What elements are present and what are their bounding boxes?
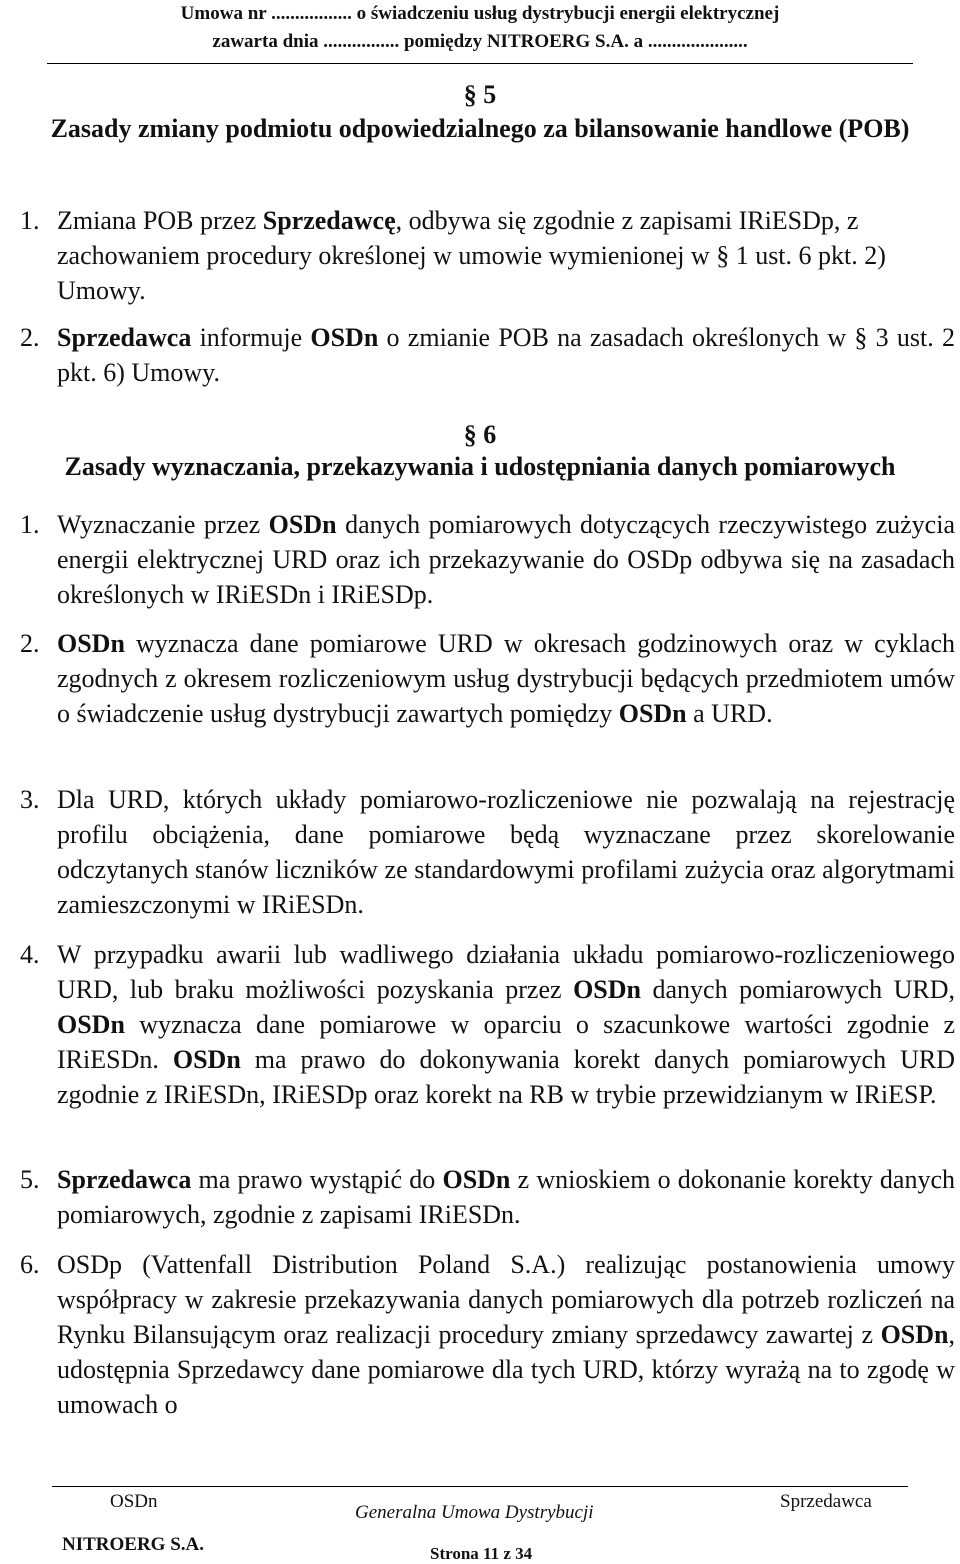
section-6-number <box>0 420 960 450</box>
s6-item-3 <box>20 782 955 922</box>
s6-item-4 <box>20 937 955 1112</box>
bold-term: Sprzedawca <box>57 1165 192 1194</box>
header-divider <box>47 63 913 64</box>
bold-term: OSDn <box>618 699 687 728</box>
bold-term: OSDn <box>57 1010 125 1039</box>
text-run: danych pomiarowych URD, <box>640 975 955 1004</box>
item-number: 2. <box>20 323 40 352</box>
bold-term: OSDn <box>310 323 379 352</box>
header-line-2: zawarta dnia ................ pomiędzy NITROERG S.A. a ..................... <box>212 31 748 52</box>
section-symbol: § <box>463 80 477 109</box>
text-run: Dla URD, których układy pomiarowo-rozliczeniowe nie pozwalają na rejestrację profilu obciążenia, dane pomiarowe będą wyznaczane przez skorelowanie odczytanych stanów liczników ze standardowymi profilami zużycia oraz algorytmami zamieszczonymi w IRiESDn. <box>57 785 955 919</box>
footer-center: Generalna Umowa Dystrybucji <box>355 1502 594 1523</box>
text-run: danych pomiarowych dotyczących rzeczywistego zużycia energii elektrycznej URD oraz ich przekazywanie do OSDp odbywa się na zasadach określonych w IRiESDn i IRiESDp. <box>57 510 955 609</box>
text-run: , odbywa się zgodnie z zapisami IRiESDp, z zachowaniem procedury określonej w umowie wymienionej w § 1 ust. 6 pkt. 2) Umowy. <box>57 206 886 305</box>
text-run: ma prawo do dokonywania korekt danych pomiarowych URD zgodnie z IRiESDn, IRiESDp oraz korekt na RB w trybie przewidzianym w IRiESP. <box>57 1045 955 1109</box>
item-number: 1. <box>20 206 40 235</box>
item-text <box>57 320 955 390</box>
text-run: o zmianie POB na zasadach określonych w § 3 ust. 2 pkt. 6) Umowy. <box>57 323 955 387</box>
section-5-number <box>0 80 960 110</box>
footer-page-number: Strona 11 z 34 <box>430 1544 533 1563</box>
footer-osdn: OSDn <box>110 1491 158 1512</box>
s6-item-2 <box>20 626 955 731</box>
bold-term: OSDn <box>880 1320 949 1349</box>
text-run: Zmiana POB przez <box>57 206 263 235</box>
item-text <box>57 1247 955 1422</box>
item-number: 6. <box>20 1250 40 1279</box>
section-number: 5 <box>483 80 497 109</box>
footer-sprzedawca: Sprzedawca <box>780 1491 872 1512</box>
item-text <box>57 1162 955 1232</box>
header-line-1: Umowa nr ................. o świadczeniu usług dystrybucji energii elektrycznej <box>180 3 780 24</box>
s5-item-2 <box>20 320 955 390</box>
bold-term: Sprzedawca <box>57 323 192 352</box>
text-run: wyznacza dane pomiarowe URD w okresach godzinowych oraz w cyklach zgodnych z okresem rozliczeniowym usług dystrybucji będących przedmiotem umów o świadczenie usług dystrybucji zawartych pomiędzy <box>57 629 955 728</box>
item-text <box>57 507 955 612</box>
item-text <box>57 782 955 922</box>
item-text <box>57 937 955 1112</box>
section-6-title: Zasady wyznaczania, przekazywania i udostępniania danych pomiarowych <box>64 452 896 481</box>
text-run: , udostępnia Sprzedawcy dane pomiarowe dla tych URD, którzy wyrażą na to zgodę w umowach o <box>57 1320 955 1419</box>
text-run: Wyznaczanie przez <box>57 510 269 539</box>
item-number: 3. <box>20 785 40 814</box>
text-run: OSDp (Vattenfall Distribution Poland S.A.) realizując postanowienia umowy współpracy w zakresie przekazywania danych pomiarowych dla potrzeb rozliczeń na Rynku Bilansującym oraz realizacji procedury zmiany sprzedawcy zawartej z <box>57 1250 955 1349</box>
item-number: 1. <box>20 510 40 539</box>
text-run: z wnioskiem o dokonanie korekty danych pomiarowych, zgodnie z zapisami IRiESDn. <box>57 1165 956 1229</box>
item-number: 5. <box>20 1165 40 1194</box>
item-number: 2. <box>20 629 40 658</box>
text-run: ma prawo wystąpić do <box>191 1165 443 1194</box>
section-5-title: Zasady zmiany podmiotu odpowiedzialnego za bilansowanie handlowe (POB) <box>50 114 910 143</box>
s6-item-5 <box>20 1162 955 1232</box>
text-run: wyznacza dane pomiarowe w oparciu o szacunkowe wartości zgodnie z IRiESDn. <box>57 1010 955 1074</box>
bold-term: OSDn <box>57 629 125 658</box>
s6-item-1 <box>20 507 955 612</box>
bold-term: Sprzedawcę <box>262 206 396 235</box>
item-text <box>57 203 955 308</box>
text-run: informuje <box>191 323 311 352</box>
item-number: 4. <box>20 940 40 969</box>
bold-term: OSDn <box>442 1165 511 1194</box>
s6-item-6 <box>20 1247 955 1422</box>
bold-term: OSDn <box>573 975 641 1004</box>
item-text <box>57 626 955 731</box>
s5-item-1 <box>20 203 955 308</box>
text-run: a URD. <box>686 699 773 728</box>
section-symbol: § <box>463 420 477 449</box>
bold-term: OSDn <box>172 1045 241 1074</box>
footer-company: NITROERG S.A. <box>62 1534 204 1555</box>
bold-term: OSDn <box>268 510 337 539</box>
text-run: W przypadku awarii lub wadliwego działania układu pomiarowo-rozliczeniowego URD, lub braku możliwości pozyskania przez <box>57 940 955 1004</box>
footer-divider <box>52 1486 908 1487</box>
section-number: 6 <box>483 420 497 449</box>
